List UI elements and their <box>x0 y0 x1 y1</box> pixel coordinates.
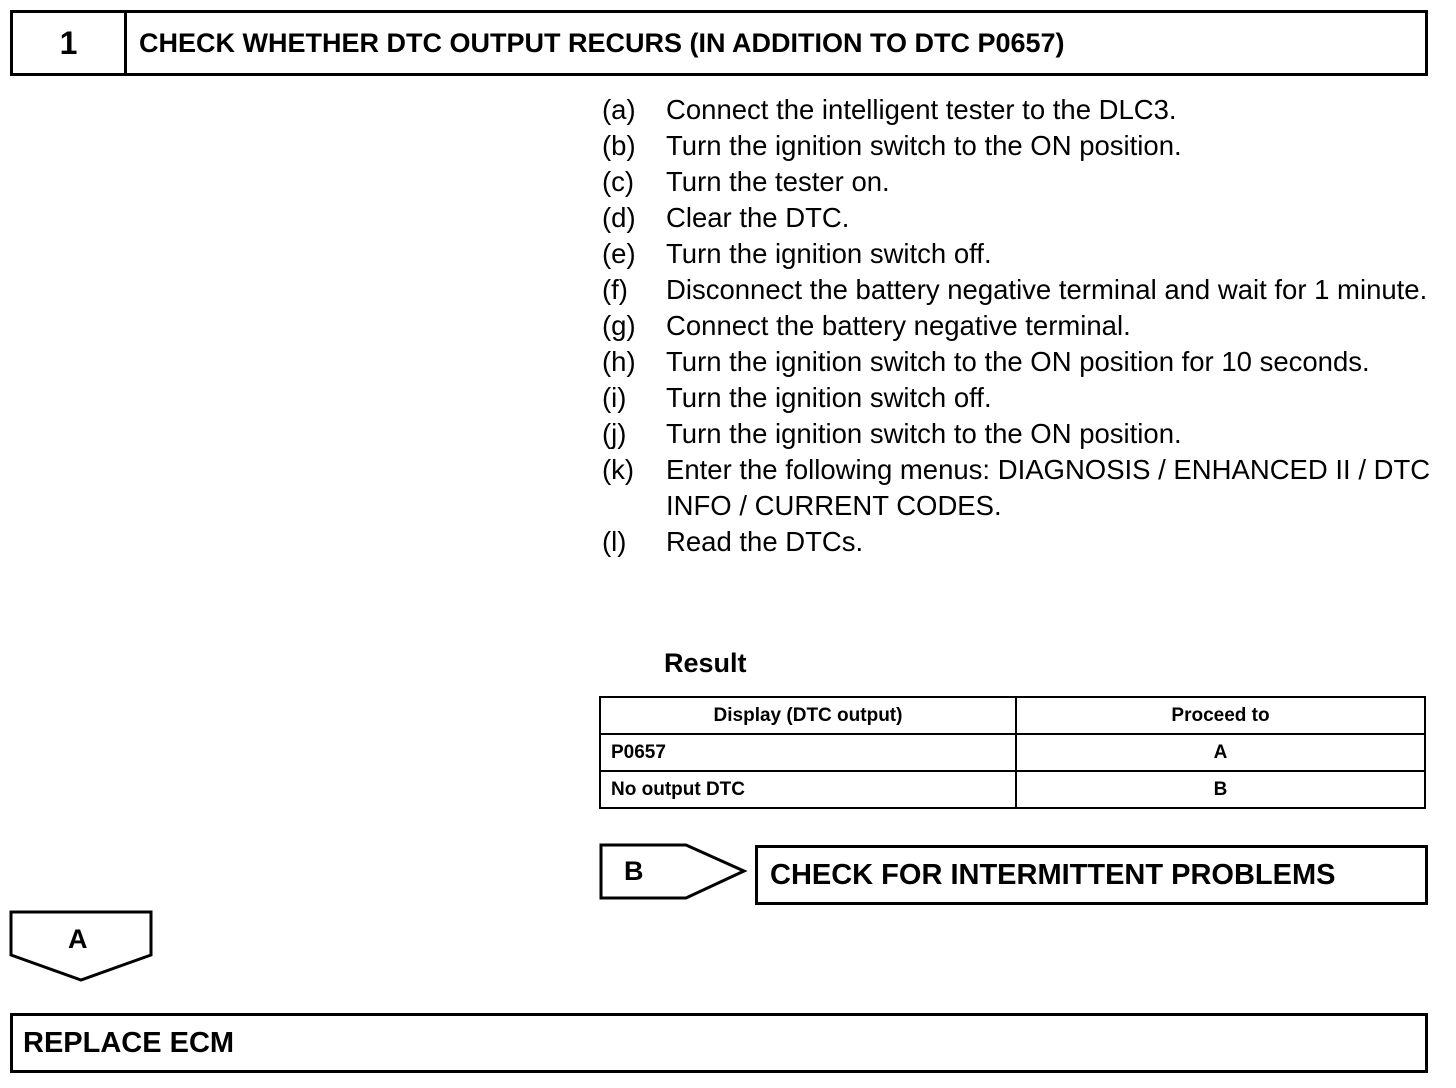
branch-a-action-text: REPLACE ECM <box>23 1026 235 1059</box>
procedure-item-label: (e) <box>602 238 636 269</box>
procedure-item-label: (j) <box>602 418 627 449</box>
result-heading: Result <box>664 648 747 678</box>
cell-proceed: A <box>1016 734 1425 771</box>
procedure-item <box>602 236 1432 272</box>
step-header <box>10 10 1428 76</box>
branch-a-label: A <box>68 924 88 954</box>
procedure-item-text: Turn the ignition switch off. <box>666 382 992 413</box>
procedure-item-label: (i) <box>602 382 627 413</box>
procedure-item <box>602 272 1432 308</box>
branch-b-label: B <box>624 856 644 886</box>
procedure-item-text: Turn the ignition switch off. <box>666 238 992 269</box>
procedure-item-text: Read the DTCs. <box>666 526 864 557</box>
procedure-item-label: (g) <box>602 310 636 341</box>
procedure-item <box>602 308 1432 344</box>
procedure-item-label: (h) <box>602 346 636 377</box>
procedure-item <box>602 164 1432 200</box>
procedure-item-label: (f) <box>602 274 628 305</box>
table-header-row <box>600 697 1425 734</box>
procedure-item-label: (a) <box>602 94 636 125</box>
procedure-item <box>602 524 1432 560</box>
procedure-item <box>602 344 1432 380</box>
result-table <box>599 696 1426 809</box>
procedure-item <box>602 200 1432 236</box>
branch-b-arrow-icon <box>598 842 748 902</box>
cell-display: No output DTC <box>600 771 1016 808</box>
procedure-item-text: Disconnect the battery negative terminal and wait for 1 minute. <box>666 274 1428 305</box>
table-row <box>600 771 1425 808</box>
step-number: 1 <box>13 13 127 73</box>
procedure-item-text: Clear the DTC. <box>666 202 850 233</box>
procedure-item-label: (c) <box>602 166 635 197</box>
procedure-item <box>602 452 1432 524</box>
procedure-item-label: (b) <box>602 130 636 161</box>
procedure-list <box>602 92 1432 560</box>
cell-display: P0657 <box>600 734 1016 771</box>
procedure-item <box>602 92 1432 128</box>
step-title: CHECK WHETHER DTC OUTPUT RECURS (IN ADDITION TO DTC P0657) <box>139 27 1065 58</box>
table-row <box>600 734 1425 771</box>
procedure-item <box>602 380 1432 416</box>
cell-proceed: B <box>1016 771 1425 808</box>
procedure-item-label: (d) <box>602 202 636 233</box>
procedure-item-text: Turn the tester on. <box>666 166 890 197</box>
procedure-item-text: Turn the ignition switch to the ON position for 10 seconds. <box>666 346 1370 377</box>
procedure-item-label: (l) <box>602 526 627 557</box>
procedure-item-text: Turn the ignition switch to the ON position. <box>666 418 1182 449</box>
procedure-item <box>602 128 1432 164</box>
procedure-item-text: Connect the intelligent tester to the DLC3. <box>666 94 1177 125</box>
procedure-item-text: Enter the following menus: DIAGNOSIS / ENHANCED II / DTC INFO / CURRENT CODES. <box>666 454 1431 521</box>
procedure-item-text: Connect the battery negative terminal. <box>666 310 1131 341</box>
procedure-item-label: (k) <box>602 454 635 485</box>
procedure-item <box>602 416 1432 452</box>
column-header-display: Display (DTC output) <box>600 697 1016 734</box>
branch-a-action-box <box>10 1013 1428 1073</box>
column-header-proceed: Proceed to <box>1016 697 1425 734</box>
branch-b-action-box <box>755 845 1428 905</box>
branch-b-action-text: CHECK FOR INTERMITTENT PROBLEMS <box>770 858 1336 891</box>
procedure-item-text: Turn the ignition switch to the ON position. <box>666 130 1182 161</box>
